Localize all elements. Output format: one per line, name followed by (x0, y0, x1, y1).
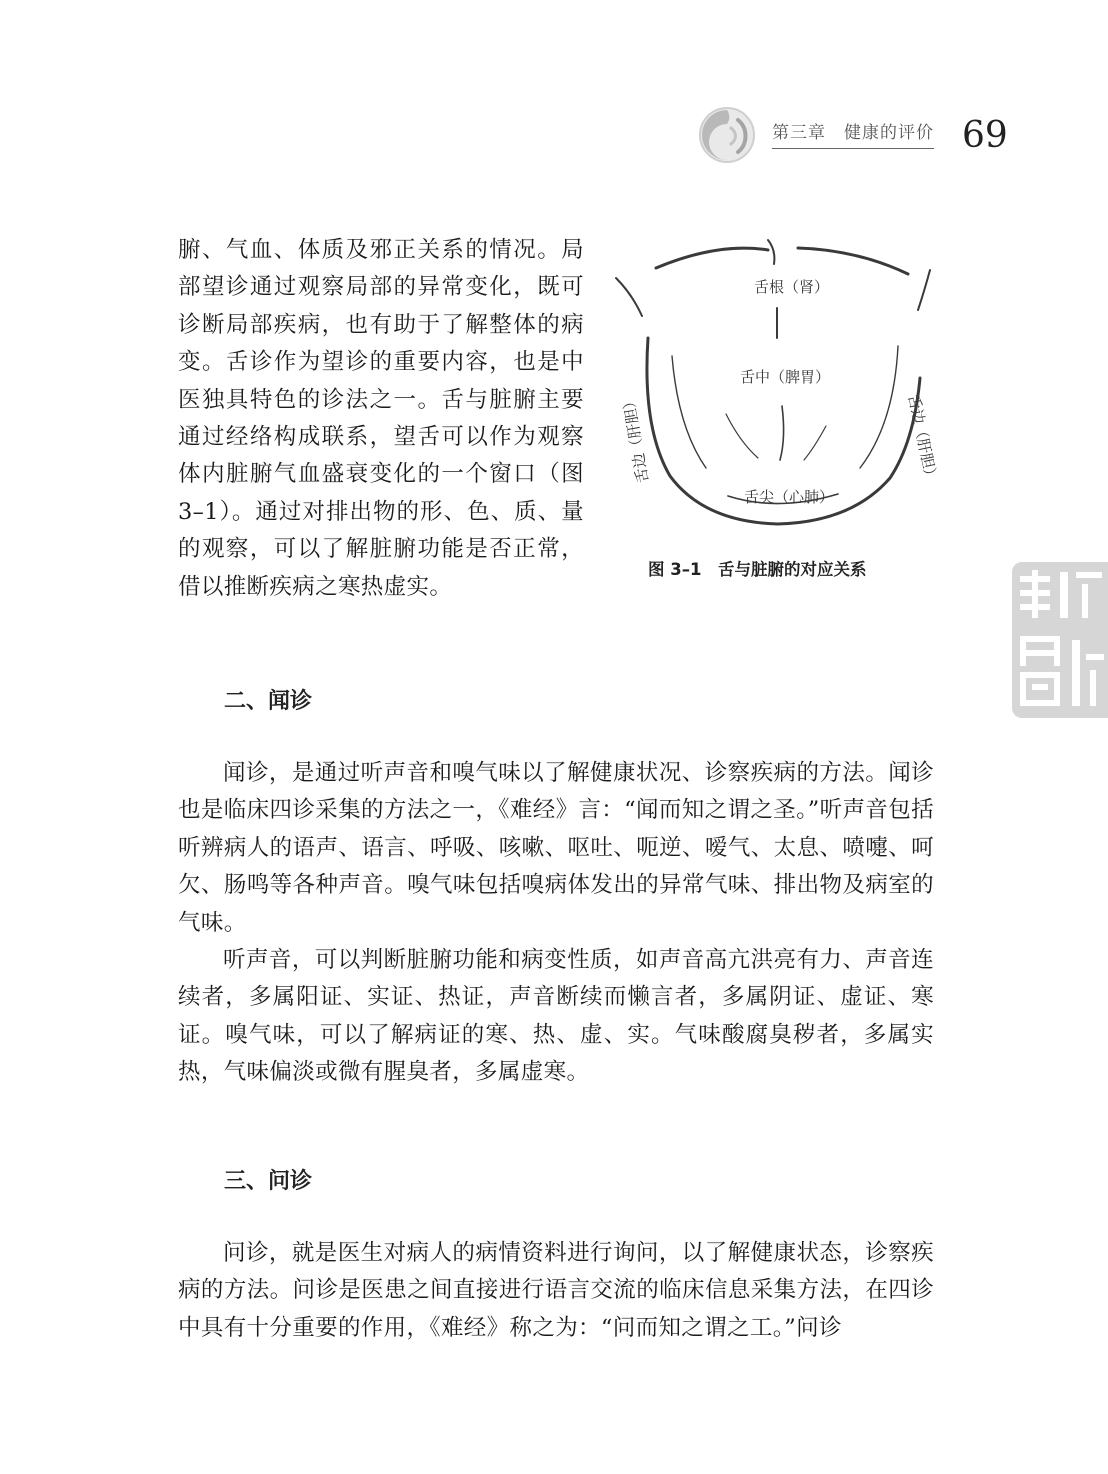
paragraph: 听声音，可以判断脏腑功能和病变性质，如声音高亢洪亮有力、声音连续者，多属阳证、实证、热证，声音断续而懒言者，多属阴证、虚证、寒证。嗅气味，可以了解病证的寒、热、虚、实。气味酸腐臭秽者，多属实热，气味偏淡或微有腥臭者，多属虚寒。 (178, 947, 934, 1086)
paragraph: 问诊，就是医生对病人的病情资料进行询问，以了解健康状态，诊察疾病的方法。问诊是医患之间直接进行语言交流的临床信息采集方法，在四诊中具有十分重要的作用，《难经》称之为：“问而知之谓之工。”问诊 (178, 1240, 934, 1341)
section-body-wenzhen-inquiry (178, 1235, 934, 1347)
tongue-diagram (608, 228, 948, 528)
label-tongue-right-edge: 舌边（肝胆） (904, 392, 941, 485)
figure-caption: 图 3–1 舌与脏腑的对应关系 (648, 560, 867, 579)
section-heading-wenzhen-listen: 二、闻诊 (224, 689, 313, 714)
paragraph: 闻诊，是通过听声音和嗅气味以了解健康状况、诊察疾病的方法。闻诊也是临床四诊采集的方法之一，《难经》言：“闻而知之谓之圣。”听声音包括听辨病人的语声、语言、呼吸、咳嗽、呕吐、呃逆、嗳气、太息、喷嚏、呵欠、肠鸣等各种声音。嗅气味包括嗅病体发出的异常气味、排出物及病室的气味。 (178, 760, 934, 936)
label-tongue-root: 舌根（肾） (754, 278, 830, 296)
label-tongue-middle: 舌中（脾胃） (740, 368, 831, 386)
label-tongue-tip: 舌尖（心肺） (744, 488, 835, 506)
page-number: 69 (962, 115, 1008, 156)
section-body-wenzhen-listen (178, 755, 934, 1092)
seal-stamp-icon (1010, 560, 1108, 720)
label-tongue-left-edge: 舌边（肝胆） (618, 392, 653, 485)
section-heading-wenzhen-inquiry: 三、问诊 (224, 1169, 313, 1194)
chapter-logo-icon (698, 106, 756, 164)
intro-paragraph: 腑、气血、体质及邪正关系的情况。局部望诊通过观察局部的异常变化，既可诊断局部疾病，也有助于了解整体的病变。舌诊作为望诊的重要内容，也是中医独具特色的诊法之一。舌与脏腑主要通过经络构成联系，望舌可以作为观察体内脏腑气血盛衰变化的一个窗口（图3–1）。通过对排出物的形、色、质、量的观察，可以了解脏腑功能是否正常，借以推断疾病之寒热虚实。 (178, 237, 584, 600)
running-header-chapter: 第三章 健康的评价 (772, 118, 934, 149)
